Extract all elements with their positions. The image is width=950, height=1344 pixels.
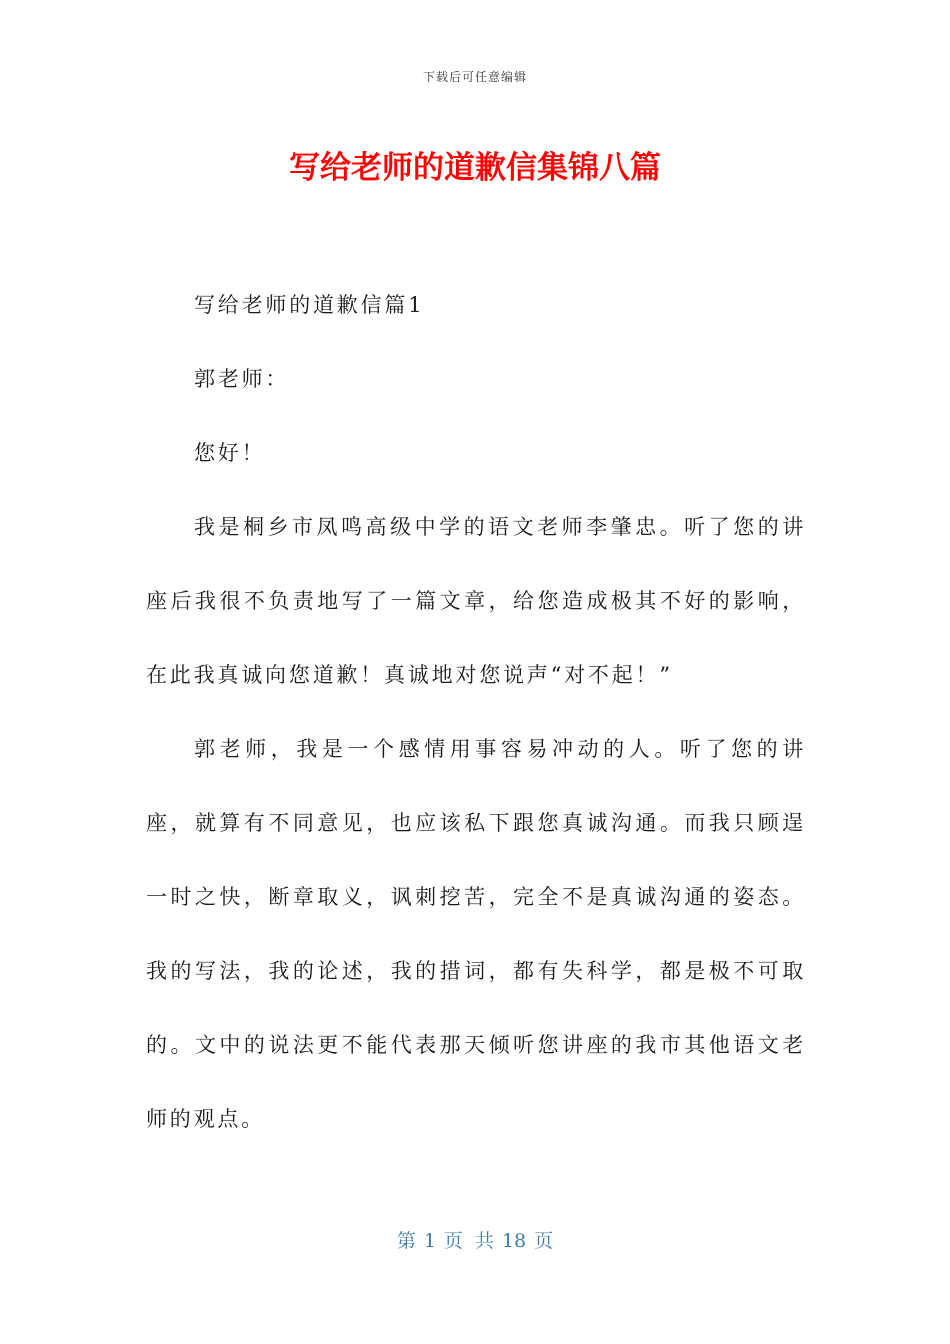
document-body	[146, 268, 806, 1156]
footer-page-label: 第	[396, 1230, 416, 1252]
footer-end-label: 页	[534, 1230, 554, 1252]
header-note: 下载后可任意编辑	[422, 70, 527, 84]
footer-of-label: 页 共	[443, 1230, 494, 1252]
section-heading: 写给老师的道歉信篇1	[194, 293, 425, 317]
body-paragraph: 郭老师，我是一个感情用事容易冲动的人。听了您的讲座，就算有不同意见，也应该私下跟您真诚沟通。而我只顾逞一时之快，断章取义，讽刺挖苦，完全不是真诚沟通的姿态。我的写法，我的论述，我的措词，都有失科学，都是极不可取的。文中的说法更不能代表那天倾听您讲座的我市其他语文老师的观点。	[146, 737, 806, 1131]
document-title: 写给老师的道歉信集锦八篇	[289, 150, 661, 186]
footer-total-pages: 18	[501, 1230, 527, 1252]
footer-current-page: 1	[423, 1230, 436, 1252]
body-paragraph: 我是桐乡市凤鸣高级中学的语文老师李肇忠。听了您的讲座后我很不负责地写了一篇文章，给您造成极其不好的影响，在此我真诚向您道歉！真诚地对您说声“对不起！”	[146, 515, 806, 687]
greeting: 您好！	[194, 441, 266, 465]
page-footer	[0, 1226, 950, 1253]
salutation: 郭老师：	[194, 367, 290, 391]
